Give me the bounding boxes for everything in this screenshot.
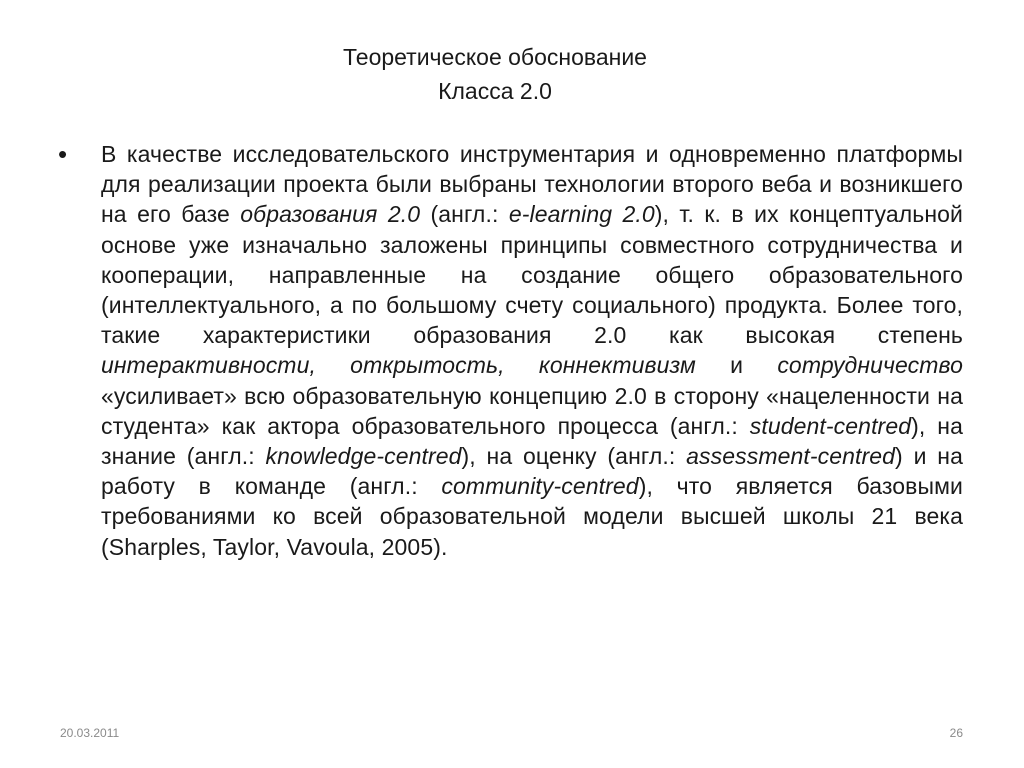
paragraph-text-run: В качестве исследовательского инструментария и одновременно платформы для реализации проекта были выбраны технологии второго веба и возникшего на его базе: [101, 141, 963, 228]
paragraph-text-run: ), на знание (англ.:: [101, 412, 963, 470]
paragraph-text-run: (англ.:: [420, 201, 509, 228]
paragraph-italic-run: assessment-centred: [686, 443, 896, 470]
paragraph-italic-run: интерактивности, открытость, коннективизм: [101, 352, 696, 379]
paragraph-italic-run: community-centred: [441, 473, 639, 500]
slide-body: [58, 139, 964, 562]
slide-title-line-2: Класса 2.0: [438, 78, 552, 104]
paragraph-text-run: ), что является базовыми требованиями ко всей образовательной модели высшей школы 21 века (Sharples, Taylor, Vavoula, 2005).: [101, 473, 963, 560]
paragraph-text-run: ), т. к. в их концептуальной основе уже изначально заложены принципы совместного сотрудничества и кооперации, направленные на создание общего образовательного (интеллектуального, а по большому счету социального) продукта. Более того, такие характеристики образования 2.0 как высокая степень: [101, 201, 963, 349]
paragraph-italic-run: e-learning 2.0: [508, 201, 655, 228]
slide-title-line-1: Теоретическое обоснование: [343, 44, 647, 70]
slide-title: [100, 40, 890, 108]
body-paragraph: [101, 139, 963, 562]
paragraph-italic-run: student-centred: [749, 412, 912, 439]
slide-number: 26: [949, 726, 963, 740]
bullet-icon: •: [58, 139, 68, 169]
paragraph-italic-run: knowledge-centred: [265, 443, 462, 470]
paragraph-italic-run: сотрудничество: [777, 352, 963, 379]
paragraph-text-run: и: [695, 352, 778, 379]
paragraph-text-run: ), на оценку (англ.:: [461, 443, 687, 470]
paragraph-text-run: ) и на работу в команде (англ.:: [101, 443, 963, 500]
paragraph-text-run: «усиливает» всю образовательную концепцию 2.0 в сторону «нацеленности на студента» как актора образовательного процесса (англ.:: [101, 382, 963, 439]
paragraph-italic-run: образования 2.0: [240, 201, 421, 228]
footer-date: 20.03.2011: [60, 726, 120, 740]
